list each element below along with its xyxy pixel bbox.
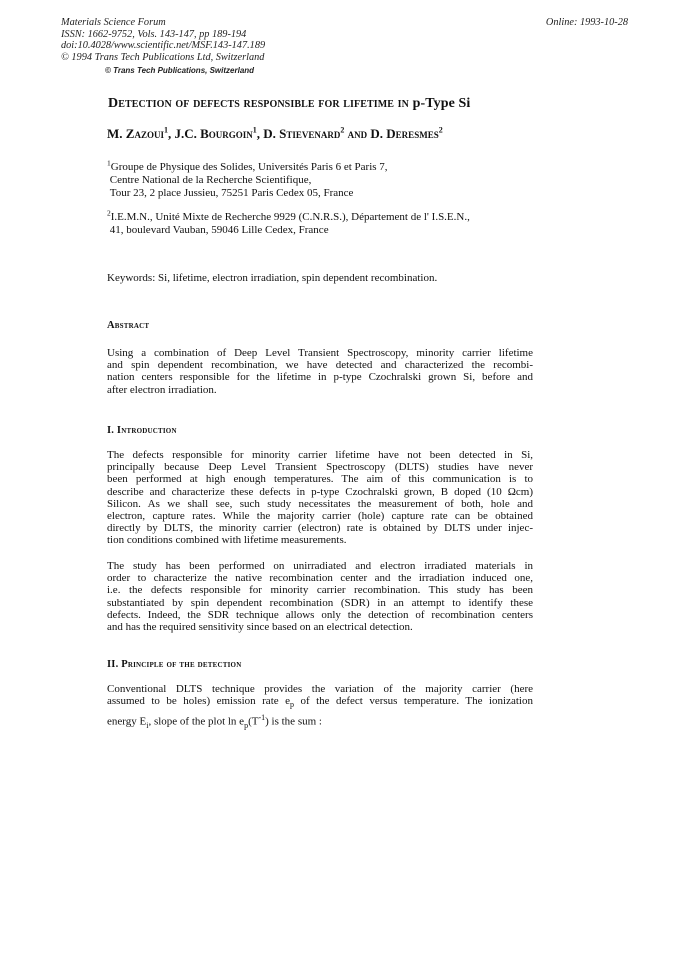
- text-line: nation centers responsible for the lifetime in p-type Czochralski grown Si, before and: [107, 371, 533, 384]
- text-line: and spin dependent recombination, we have detected and characterized the recombi-: [107, 359, 533, 372]
- principle-paragraph: [107, 683, 533, 732]
- abstract-heading: Abstract: [107, 320, 150, 331]
- affiliation-2: [107, 208, 567, 237]
- author-affil-mark: 2: [438, 125, 443, 135]
- author-name: D. Deresmes: [370, 126, 439, 141]
- principle-heading: II. Principle of the detection: [107, 659, 242, 670]
- text-line: The study has been performed on unirradiated and electron irradiated materials in: [107, 560, 533, 572]
- abstract-paragraph: [107, 347, 533, 396]
- text-line: electron, capture rates. While the majority carrier (hole) capture rate can be obtained: [107, 510, 533, 523]
- doi-line: doi:10.4028/www.scientific.net/MSF.143-147.189: [61, 40, 266, 52]
- title-main: Detection of defects responsible for lifetime in: [108, 96, 413, 111]
- text-fragment: (T: [248, 715, 259, 728]
- author-affil-mark: 2: [340, 125, 345, 135]
- publisher-note: © Trans Tech Publications, Switzerland: [105, 66, 255, 75]
- author-separator: and: [344, 126, 371, 141]
- text-fragment: energy E: [107, 715, 147, 728]
- text-line: tion conditions combined with lifetime measurements.: [107, 534, 347, 547]
- text-line: [107, 695, 533, 711]
- text-line: Conventional DLTS technique provides the variation of the majority carrier (here: [107, 683, 533, 695]
- keywords: Keywords: Si, lifetime, electron irradiation, spin dependent recombination.: [107, 272, 438, 284]
- title-suffix: p-Type Si: [412, 96, 471, 111]
- author-name: D. Stievenard: [263, 126, 341, 141]
- text-line: i.e. the defects responsible for minority carrier recombination. This study has been: [107, 584, 533, 597]
- affil-mark: 2: [107, 208, 111, 218]
- affil-line: I.E.M.N., Unité Mixte de Recherche 9929 (C.N.R.S.), Département de l' I.S.E.N.,: [110, 211, 470, 223]
- text-line: principally because Deep Level Transient Spectroscopy (DLTS) studies have never: [107, 461, 533, 474]
- author-affil-mark: 1: [163, 125, 168, 135]
- subscript-p: p: [289, 700, 294, 710]
- text-line: directly by DLTS, the minority carrier (electron) rate is obtained by DLTS under injec-: [107, 522, 533, 535]
- text-fragment: of the defect versus temperature. The ionization: [293, 695, 533, 708]
- affil-line: 41, boulevard Vauban, 59046 Lille Cedex, France: [109, 224, 329, 236]
- subscript-i: i: [146, 720, 149, 730]
- affil-mark: 1: [107, 158, 111, 168]
- issn-line: ISSN: 1662-9752, Vols. 143-147, pp 189-194: [61, 28, 247, 40]
- text-line: order to characterize the native recombination center and the irradiation induced one,: [107, 572, 533, 585]
- subscript-p: p: [244, 720, 249, 730]
- paper-title: [108, 96, 470, 112]
- author-affil-mark: 1: [252, 125, 257, 135]
- affiliation-1: [107, 158, 567, 200]
- text-line: defects. Indeed, the SDR technique allows only the detection of recombination centers: [107, 608, 533, 621]
- author-name: J.C. Bourgoin: [174, 126, 253, 141]
- text-line: been performed at high enough temperatures. The aim of this communication is to: [107, 473, 533, 486]
- text-line: substantiated by spin dependent recombination (SDR) in an attempt to identify these: [107, 596, 533, 609]
- author-separator: ,: [256, 126, 264, 141]
- text-line: describe and characterize these defects in p-type Czochralski grown, B doped (10 Ωcm): [107, 485, 533, 498]
- author-list: [107, 126, 443, 142]
- affil-line: Groupe de Physique des Solides, Universités Paris 6 et Paris 7,: [110, 161, 388, 173]
- text-line: and has the required sensitivity since based on an electrical detection.: [107, 621, 413, 634]
- journal-name: Materials Science Forum: [61, 17, 166, 28]
- text-line: [107, 712, 533, 732]
- text-line: Using a combination of Deep Level Transient Spectroscopy, minority carrier lifetime: [107, 347, 533, 359]
- affil-line: Centre National de la Recherche Scientifique,: [109, 174, 312, 186]
- author-separator: ,: [167, 126, 175, 141]
- text-fragment: , slope of the plot ln e: [148, 715, 245, 728]
- online-date: Online: 1993-10-28: [545, 17, 628, 28]
- text-line: The defects responsible for minority carrier lifetime have not been detected in Si,: [107, 449, 533, 461]
- introduction-paragraph-1: [107, 449, 533, 547]
- text-fragment: ) is the sum :: [265, 715, 322, 728]
- text-line: Silicon. As we shall see, such study necessitates the measurement of both, hole and: [107, 497, 533, 510]
- introduction-heading: I. Introduction: [107, 425, 177, 436]
- superscript-minus-one: -1: [258, 712, 266, 722]
- affil-line: Tour 23, 2 place Jussieu, 75251 Paris Cedex 05, France: [109, 187, 354, 199]
- journal-header: [61, 17, 265, 63]
- introduction-paragraph-2: [107, 560, 533, 633]
- copyright-line: © 1994 Trans Tech Publications Ltd, Switzerland: [61, 51, 265, 63]
- text-fragment: assumed to be holes) emission rate e: [107, 695, 290, 708]
- text-line: after electron irradiation.: [107, 383, 217, 396]
- author-name: M. Zazoui: [107, 126, 164, 141]
